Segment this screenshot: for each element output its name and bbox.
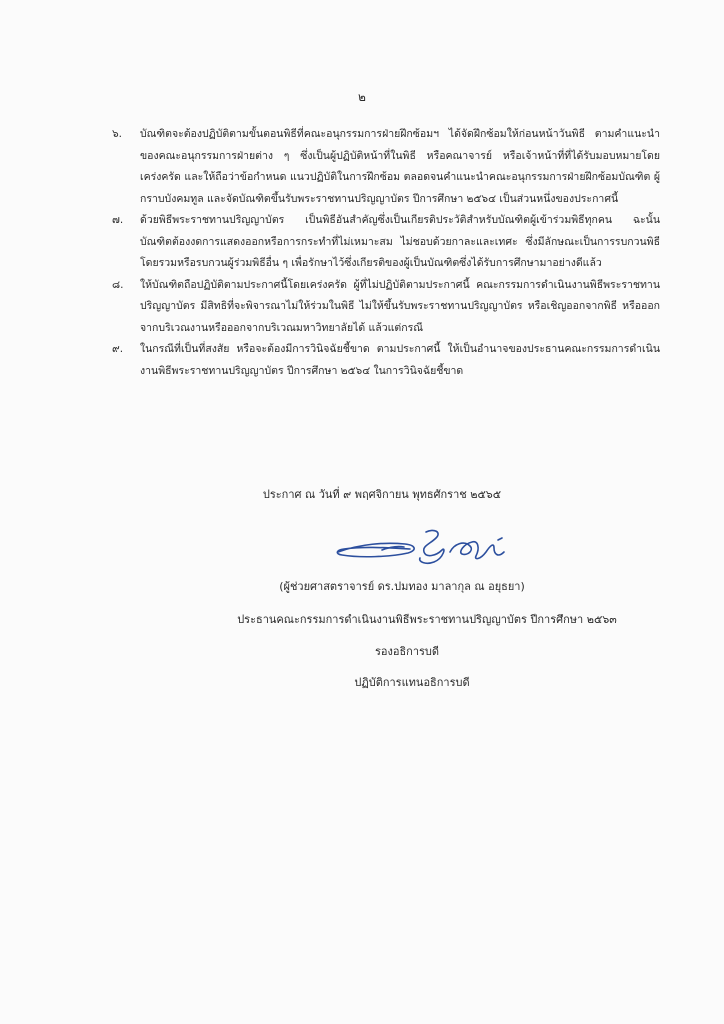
clause-item	[112, 339, 660, 382]
clause-number: ๘.	[112, 278, 124, 291]
clause-text: ให้บัณฑิตถือปฏิบัติตามประกาศนี้โดยเคร่งครัด ผู้ที่ไม่ปฏิบัติตามประกาศนี้ คณะกรรมการดำเนินงานพิธีพระราชทานปริญญาบัตร มีสิทธิที่จะพิจารณาไม่ให้ร่วมในพิธี ไม่ให้ขึ้นรับพระราชทานปริญญาบัตร หรือเชิญออกจากพิธี หรือออกจากบริเวณงานหรือออกจากบริเวณมหาวิทยาลัยได้ แล้วแต่กรณี	[140, 278, 660, 334]
clause-number: ๖.	[112, 128, 123, 140]
signer-title: ประธานคณะกรรมการดำเนินงานพิธีพระราชทานปริญญาบัตร ปีการศึกษา ๒๕๖๓	[237, 613, 617, 626]
clause-text: ในกรณีที่เป็นที่สงสัย หรือจะต้องมีการวินิจฉัยชี้ขาด ตามประกาศนี้ ให้เป็นอำนาจของประธานคณะกรรมการดำเนินงานพิธีพระราชทานปริญญาบัตร ปีการศึกษา ๒๕๖๔ ในการวินิจฉัยชี้ขาด	[140, 343, 660, 377]
clause-number: ๙.	[112, 343, 124, 355]
signer-acting-position: ปฏิบัติการแทนอธิการบดี	[354, 676, 470, 689]
clause-item	[112, 210, 660, 275]
clause-text: บัณฑิตจะต้องปฏิบัติตามขั้นตอนพิธีที่คณะอนุกรรมการฝ่ายฝึกซ้อมฯ ได้จัดฝึกซ้อมให้ก่อนหน้าวันพิธี ตามคำแนะนำของคณะอนุกรรมการฝ่ายต่าง ๆ ซึ่งเป็นผู้ปฏิบัติหน้าที่ในพิธี หรือคณาจารย์ หรือเจ้าหน้าที่ที่ได้รับมอบหมายโดยเคร่งครัด และให้ถือว่าข้อกำหนด แนวปฏิบัติในการฝึกซ้อม ตลอดจนคำแนะนำคณะอนุกรรมการฝ่ายฝึกซ้อมบัณฑิต ผู้กราบบังคมทูล และจัดบัณฑิตขึ้นรับพระราชทานปริญญาบัตร ปีการศึกษา ๒๕๖๔ เป็นส่วนหนึ่งของประกาศนี้	[140, 128, 660, 205]
signer-name: (ผู้ช่วยศาสตราจารย์ ดร.ปมทอง มาลากุล ณ อยุธยา)	[279, 580, 525, 593]
page-number: ๒	[358, 90, 366, 104]
clause-number: ๗.	[112, 214, 124, 226]
clause-item	[112, 124, 660, 210]
clause-text: ด้วยพิธีพระราชทานปริญญาบัตร เป็นพิธีอันสำคัญซึ่งเป็นเกียรติประวัติสำหรับบัณฑิตผู้เข้าร่วมพิธีทุกคน ฉะนั้น บัณฑิตต้องงดการแสดงออกหรือการกระทำที่ไม่เหมาะสม ไม่ชอบด้วยกาละและเทศะ ซึ่งมีลักษณะเป็นการรบกวนพิธีโดยรวมหรือรบกวนผู้ร่วมพิธีอื่น ๆ เพื่อรักษาไว้ซึ่งเกียรติของผู้เป็นบัณฑิตซึ่งได้รับการศึกษามาอย่างดีแล้ว	[140, 214, 660, 269]
clause-list	[112, 124, 660, 382]
handwritten-signature	[330, 522, 520, 572]
clause-item	[112, 275, 660, 340]
signer-position: รองอธิการบดี	[374, 645, 440, 658]
announcement-date: ประกาศ ณ วันที่ ๙ พฤศจิกายน พุทธศักราช ๒๕๖๕	[262, 488, 502, 501]
